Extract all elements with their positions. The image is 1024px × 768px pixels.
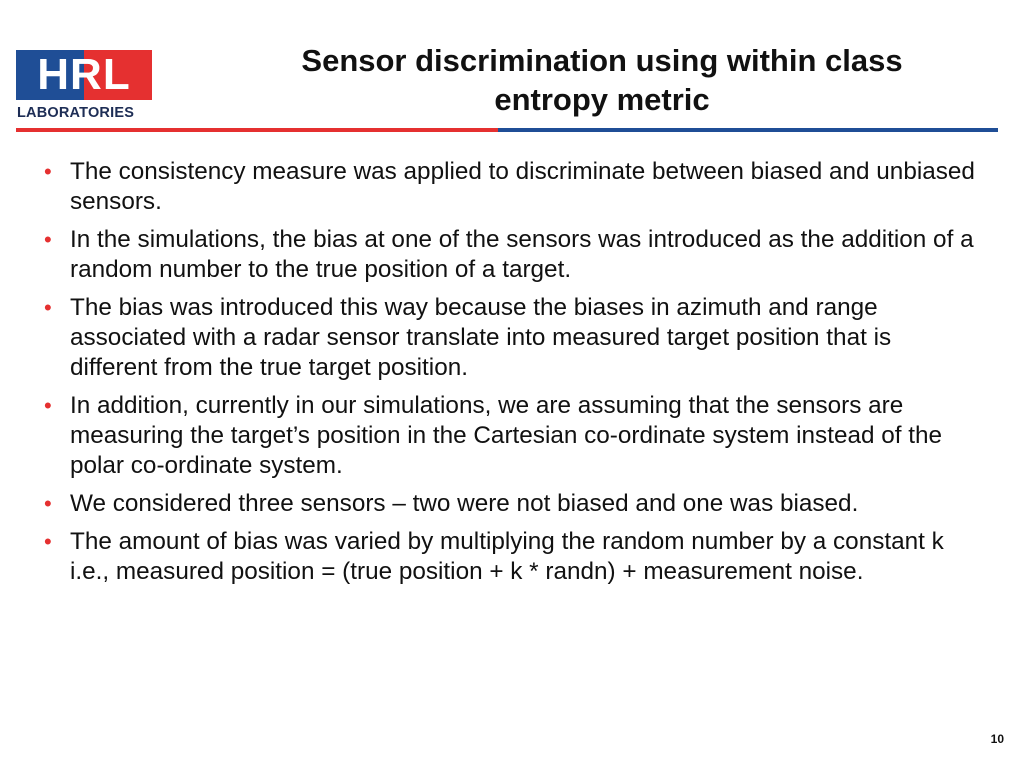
bullet-text: In addition, currently in our simulations, we are assuming that the sensors are measuring the target’s position in the Cartesian co-ordinate system instead of the polar co-ordinate system.	[70, 392, 943, 479]
bullet-item	[44, 157, 980, 217]
bullet-text: The consistency measure was applied to discriminate between biased and unbiased sensors.	[70, 158, 975, 215]
bullet-list	[44, 157, 980, 595]
header-rule-blue	[498, 128, 998, 132]
bullet-text: The amount of bias was varied by multiplying the random number by a constant k i.e., measured position = (true position + k * randn) + measurement noise.	[70, 528, 944, 585]
hrl-logo	[16, 50, 154, 126]
bullet-item	[44, 527, 980, 587]
bullet-icon: •	[44, 529, 52, 554]
bullet-item	[44, 225, 980, 285]
bullet-item	[44, 489, 980, 519]
logo-subtitle: LABORATORIES	[17, 105, 135, 121]
slide-title: Sensor discrimination using within class entropy metric	[301, 43, 903, 117]
bullet-icon: •	[44, 491, 52, 516]
bullet-icon: •	[44, 227, 52, 252]
header-rule-red	[16, 128, 498, 132]
logo-mark: HRL	[37, 50, 131, 99]
page-number: 10	[990, 732, 1004, 746]
bullet-text: In the simulations, the bias at one of the sensors was introduced as the addition of a random number to the true position of a target.	[70, 226, 974, 283]
bullet-icon: •	[44, 159, 52, 184]
bullet-icon: •	[44, 393, 52, 418]
bullet-icon: •	[44, 295, 52, 320]
bullet-text: The bias was introduced this way because the biases in azimuth and range associated with a radar sensor translate into measured target position that is different from the true target position.	[70, 294, 892, 381]
bullet-item	[44, 391, 980, 481]
bullet-item	[44, 293, 980, 383]
bullet-text: We considered three sensors – two were not biased and one was biased.	[70, 490, 859, 517]
